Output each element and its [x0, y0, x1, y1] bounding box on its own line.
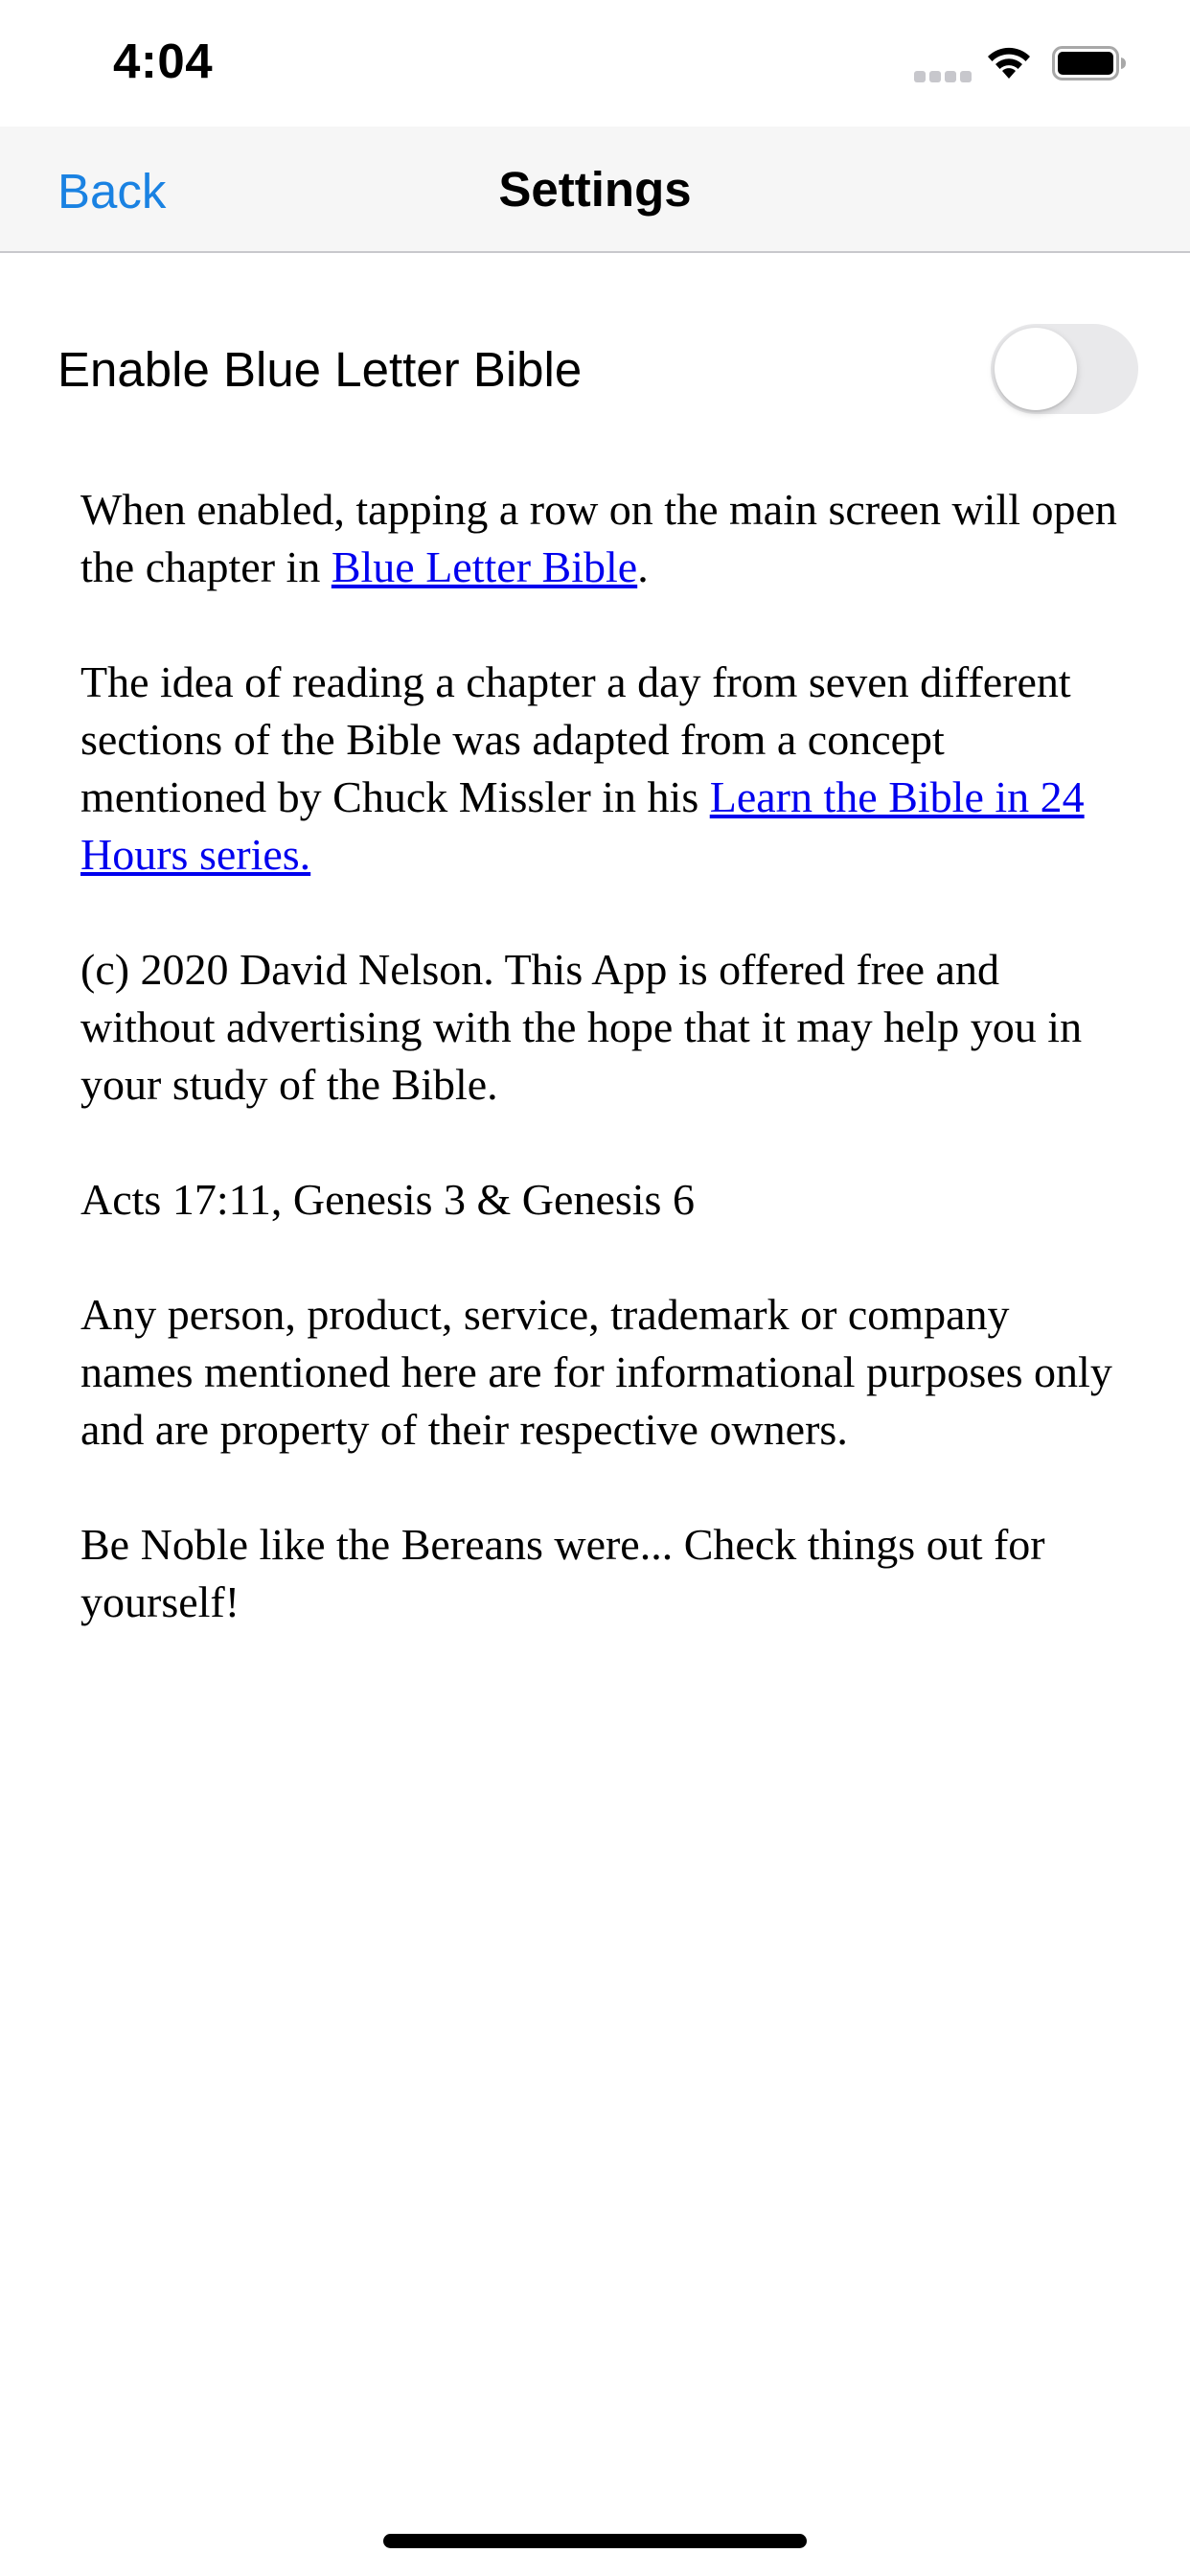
info-paragraph-bereans: Be Noble like the Bereans were... Check things out for yourself!	[80, 1520, 1045, 1626]
page-title: Settings	[498, 162, 692, 217]
back-button[interactable]: Back	[57, 164, 167, 218]
signal-dots-icon	[914, 71, 972, 82]
blue-letter-bible-link[interactable]: Blue Letter Bible	[331, 542, 638, 591]
enable-blue-letter-bible-label: Enable Blue Letter Bible	[57, 342, 583, 397]
status-bar	[0, 0, 1190, 126]
info-paragraph-references: Acts 17:11, Genesis 3 & Genesis 6	[80, 1175, 695, 1224]
info-paragraph-trademarks: Any person, product, service, trademark or company names mentioned here are for informational purposes only and are property of their respective owners.	[80, 1290, 1112, 1454]
info-paragraph-enable: When enabled, tapping a row on the main screen will open the chapter in Blue Letter Bible.	[80, 485, 1117, 591]
info-paragraph-copyright: (c) 2020 David Nelson. This App is offered free and without advertising with the hope that it may help you in your study of the Bible.	[80, 945, 1083, 1109]
info-text	[80, 481, 1125, 1689]
wifi-icon	[985, 44, 1033, 80]
navigation-bar	[0, 126, 1190, 253]
learn-the-bible-link[interactable]: Learn the Bible in 24 Hours series.	[80, 772, 1085, 879]
toggle-knob	[995, 328, 1077, 410]
home-indicator[interactable]	[383, 2534, 807, 2548]
enable-blue-letter-bible-toggle[interactable]	[991, 324, 1138, 414]
battery-icon	[1052, 46, 1127, 80]
status-time: 4:04	[113, 34, 214, 88]
info-paragraph-origin: The idea of reading a chapter a day from seven different sections of the Bible was adapted from a concept mentioned by Chuck Missler in his Learn the Bible in 24 Hours series.	[80, 657, 1085, 879]
enable-blue-letter-bible-row	[0, 305, 1190, 435]
